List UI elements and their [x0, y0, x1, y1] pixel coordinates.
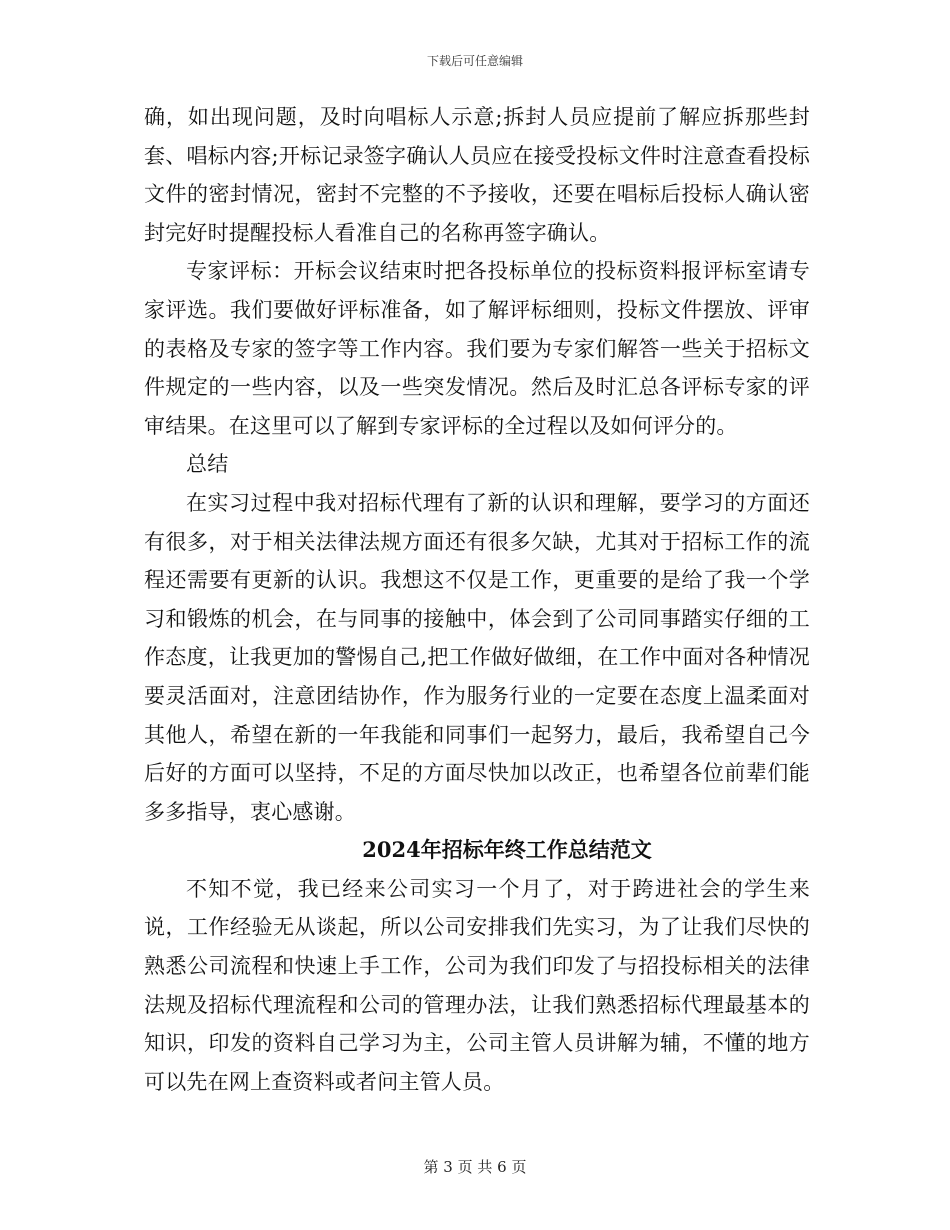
section-title: 2024年招标年终工作总结范文: [362, 837, 652, 863]
paragraph-summary-heading: 总结: [186, 452, 229, 477]
paragraph-intro: 不知不觉，我已经来公司实习一个月了，对于跨进社会的学生来说，工作经验无从谈起，所以公司安排我们先实习，为了让我们尽快的熟悉公司流程和快速上手工作，公司为我们印发了与招投标相关的法律法规及招标代理流程和公司的管理办法，让我们熟悉招标代理最基本的知识，印发的资料自己学习为主，公司主管人员讲解为辅，不懂的地方可以先在网上查资料或者问主管人员。: [144, 876, 810, 1094]
paragraph-summary: 在实习过程中我对招标代理有了新的认识和理解，要学习的方面还有很多，对于相关法律法规方面还有很多欠缺，尤其对于招标工作的流程还需要有更新的认识。我想这不仅是工作，更重要的是给了我一个学习和锻炼的机会，在与同事的接触中，体会到了公司同事踏实仔细的工作态度，让我更加的警惕自己,把工作做好做细，在工作中面对各种情况要灵活面对，注意团结协作，作为服务行业的一定要在态度上温柔面对其他人，希望在新的一年我能和同事们一起努力，最后，我希望自己今后好的方面可以坚持，不足的方面尽快加以改正，也希望各位前辈们能多多指导，衷心感谢。: [144, 490, 810, 824]
paragraph-continuation: 确，如出现问题，及时向唱标人示意;拆封人员应提前了解应拆那些封套、唱标内容;开标记录签字确认人员应在接受投标文件时注意查看投标文件的密封情况，密封不完整的不予接收，还要在唱标后投标人确认密封完好时提醒投标人看准自己的名称再签字确认。: [144, 105, 810, 245]
paragraph-expert-review: 专家评标：开标会议结束时把各投标单位的投标资料报评标室请专家评选。我们要做好评标准备，如了解评标细则，投标文件摆放、评审的表格及专家的签字等工作内容。我们要为专家们解答一些关于招标文件规定的一些内容，以及一些突发情况。然后及时汇总各评标专家的评审结果。在这里可以了解到专家评标的全过程以及如何评分的。: [144, 259, 810, 438]
document-body: [144, 98, 810, 1101]
page-footer: 第 3 页 共 6 页: [423, 1158, 527, 1176]
page-header: 下载后可任意编辑: [426, 54, 523, 68]
